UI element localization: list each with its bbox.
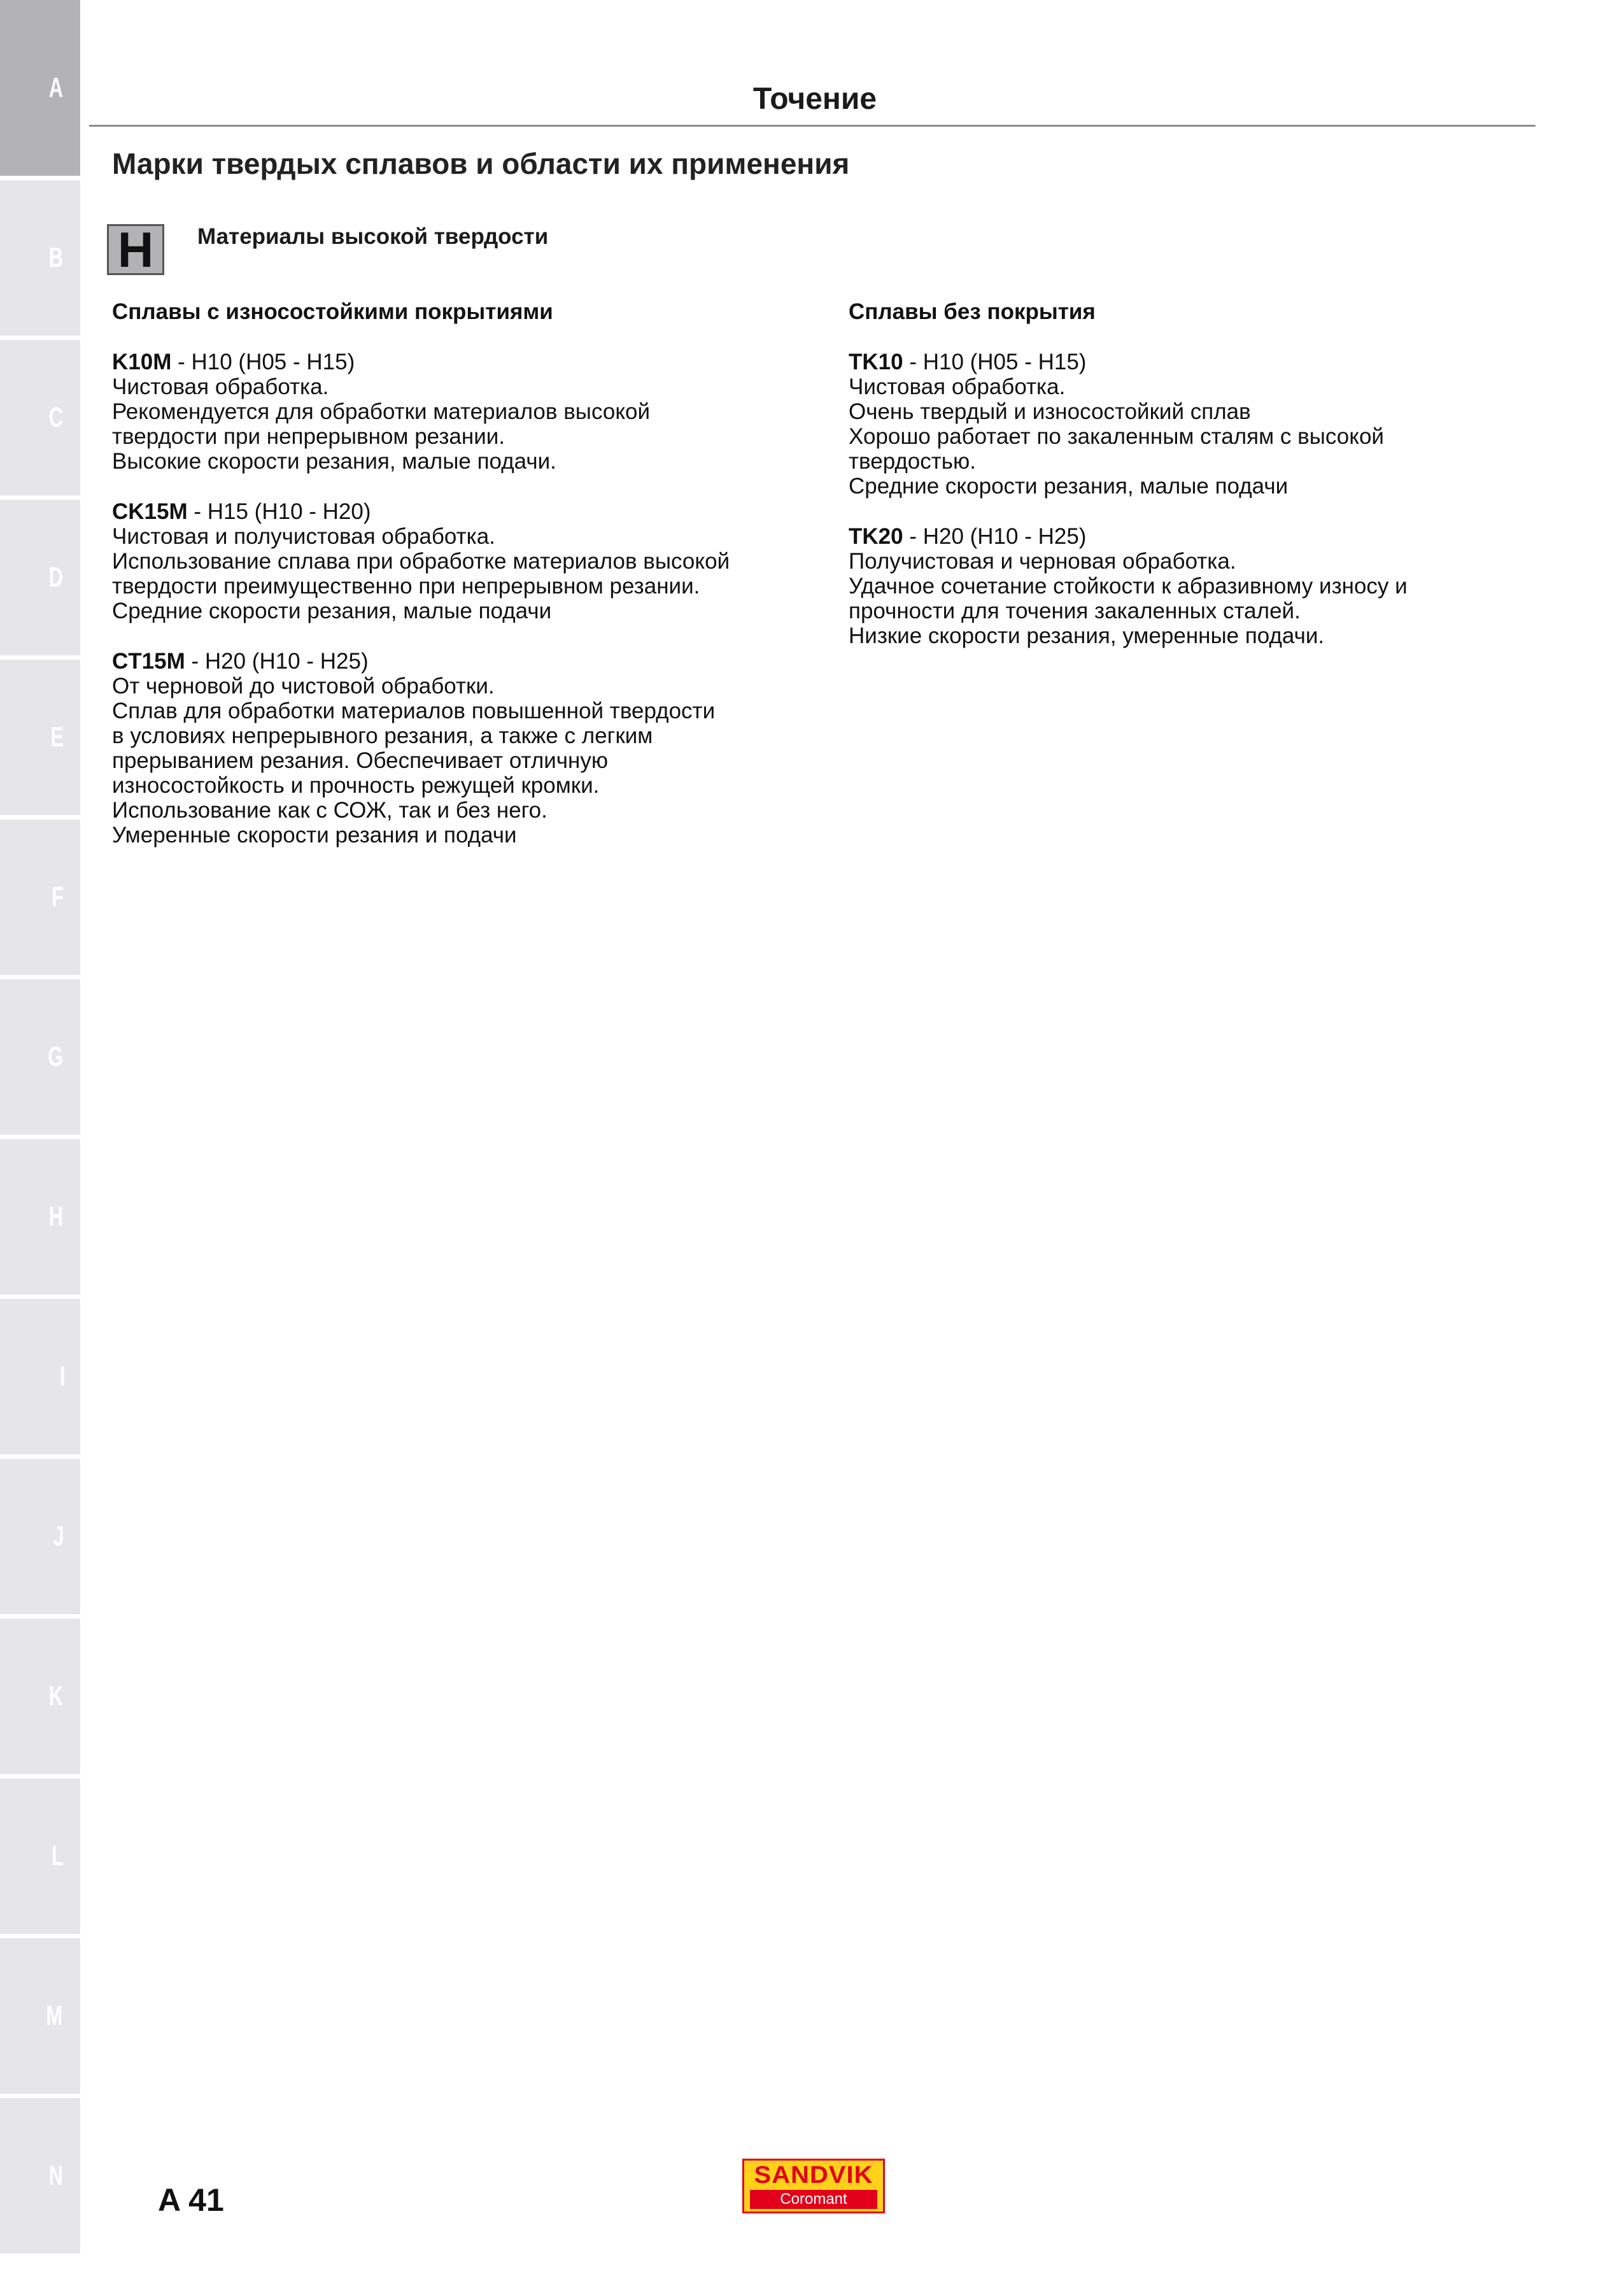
grade-iso-range: - H10 (H05 - H15) bbox=[171, 350, 355, 374]
grade-code: CK15M bbox=[112, 499, 188, 524]
grade-description-line: Средние скорости резания, малые подачи bbox=[112, 599, 552, 623]
grade-header bbox=[112, 649, 825, 674]
coated-grades-heading: Сплавы с износостойкими покрытиями bbox=[112, 299, 553, 324]
grade-description-line: Хорошо работает по закаленным сталям с высокой bbox=[849, 424, 1384, 449]
grade-description-line: твердостью. bbox=[849, 449, 976, 474]
grade-description-line: Чистовая обработка. bbox=[112, 374, 329, 399]
section-title: Точение bbox=[752, 82, 877, 116]
grade-description-line: Использование как с СОЖ, так и без него. bbox=[112, 798, 547, 823]
section-tab-d[interactable] bbox=[0, 500, 80, 655]
section-tab-letter: C bbox=[48, 402, 64, 433]
section-tab-letter: I bbox=[59, 1361, 66, 1392]
header-divider bbox=[89, 125, 1536, 127]
material-category-badge: H bbox=[107, 224, 164, 275]
grade-block bbox=[112, 350, 825, 474]
section-tab-letter: K bbox=[48, 1680, 64, 1712]
section-tab-letter: J bbox=[53, 1521, 64, 1552]
uncoated-grades-column bbox=[849, 299, 1549, 674]
section-tab-strip bbox=[0, 0, 80, 2279]
section-tab-m[interactable] bbox=[0, 1938, 80, 2094]
grade-description-line: твердости преимущественно при непрерывном резании. bbox=[112, 574, 700, 599]
grade-description-line: прочности для точения закаленных сталей. bbox=[849, 599, 1301, 623]
section-tab-letter: H bbox=[48, 1201, 64, 1232]
grade-description-line: Чистовая и получистовая обработка. bbox=[112, 524, 495, 549]
section-tab-letter: G bbox=[47, 1041, 63, 1072]
grade-block bbox=[849, 524, 1549, 648]
coated-grades-column bbox=[112, 299, 825, 873]
section-tab-letter: L bbox=[52, 1840, 64, 1871]
grade-iso-range: - H10 (H05 - H15) bbox=[903, 350, 1087, 374]
section-tab-letter: D bbox=[48, 562, 64, 593]
grade-description-line: Удачное сочетание стойкости к абразивному износу и bbox=[849, 574, 1408, 599]
grade-header bbox=[112, 499, 825, 524]
grade-header bbox=[849, 350, 1549, 374]
uncoated-grades-list bbox=[849, 350, 1549, 648]
grade-description-line: Использование сплава при обработке материалов высокой bbox=[112, 549, 730, 574]
grade-header bbox=[849, 524, 1549, 549]
grade-code: TK10 bbox=[849, 350, 903, 374]
section-tab-g[interactable] bbox=[0, 979, 80, 1135]
grade-description-line: Высокие скорости резания, малые подачи. bbox=[112, 449, 556, 474]
page-title: Марки твердых сплавов и области их применения bbox=[112, 147, 850, 180]
section-tab-h[interactable] bbox=[0, 1139, 80, 1295]
grade-iso-range: - H15 (H10 - H20) bbox=[187, 499, 371, 524]
grade-description-line: прерыванием резания. Обеспечивает отличную bbox=[112, 748, 609, 773]
grade-description-line: Умеренные скорости резания и подачи bbox=[112, 823, 517, 848]
section-tab-letter: E bbox=[50, 721, 64, 753]
grade-description-line: Получистовая и черновая обработка. bbox=[849, 549, 1236, 574]
grade-description-line: в условиях непрерывного резания, а также с легким bbox=[112, 723, 653, 748]
uncoated-grades-heading: Сплавы без покрытия bbox=[849, 299, 1096, 324]
grade-block bbox=[849, 350, 1549, 499]
section-tab-b[interactable] bbox=[0, 180, 80, 336]
grade-header bbox=[112, 350, 825, 374]
section-tab-k[interactable] bbox=[0, 1619, 80, 1774]
grade-iso-range: - H20 (H10 - H25) bbox=[185, 649, 369, 674]
section-tab-n[interactable] bbox=[0, 2098, 80, 2254]
sandvik-coromant-logo bbox=[742, 2159, 885, 2213]
grade-block bbox=[112, 499, 825, 623]
grade-description-line: Средние скорости резания, малые подачи bbox=[849, 474, 1289, 499]
grade-description-line: Очень твердый и износостойкий сплав bbox=[849, 399, 1251, 424]
grade-description-line: износостойкость и прочность режущей кромки. bbox=[112, 773, 600, 798]
section-tab-a[interactable] bbox=[0, 0, 80, 176]
logo-wordmark: SANDVIK bbox=[754, 2162, 873, 2189]
logo-subtitle: Coromant bbox=[750, 2190, 877, 2209]
section-tab-j[interactable] bbox=[0, 1459, 80, 1614]
grade-description-line: Чистовая обработка. bbox=[849, 374, 1066, 399]
grade-description-line: От черновой до чистовой обработки. bbox=[112, 674, 495, 699]
section-tab-letter: N bbox=[48, 2160, 64, 2191]
grade-iso-range: - H20 (H10 - H25) bbox=[903, 524, 1087, 549]
page-number: A 41 bbox=[158, 2182, 224, 2218]
section-tab-letter: M bbox=[46, 2000, 63, 2031]
grade-description-line: Сплав для обработки материалов повышенной твердости bbox=[112, 699, 716, 723]
grade-code: CT15M bbox=[112, 649, 185, 674]
section-tab-l[interactable] bbox=[0, 1778, 80, 1934]
grade-description-line: Рекомендуется для обработки материалов высокой bbox=[112, 399, 651, 424]
grade-description-line: Низкие скорости резания, умеренные подачи. bbox=[849, 623, 1325, 648]
grade-code: K10M bbox=[112, 350, 172, 374]
grade-block bbox=[112, 649, 825, 848]
section-tab-c[interactable] bbox=[0, 340, 80, 495]
material-category-title: Материалы высокой твердости bbox=[197, 224, 549, 249]
section-tab-e[interactable] bbox=[0, 660, 80, 815]
grade-code: TK20 bbox=[849, 524, 903, 549]
section-tab-letter: B bbox=[48, 242, 64, 273]
section-tab-f[interactable] bbox=[0, 820, 80, 975]
grade-description-line: твердости при непрерывном резании. bbox=[112, 424, 505, 449]
section-tab-letter: A bbox=[48, 72, 64, 103]
section-tab-letter: F bbox=[52, 881, 64, 912]
section-tab-i[interactable] bbox=[0, 1299, 80, 1454]
coated-grades-list bbox=[112, 350, 825, 848]
